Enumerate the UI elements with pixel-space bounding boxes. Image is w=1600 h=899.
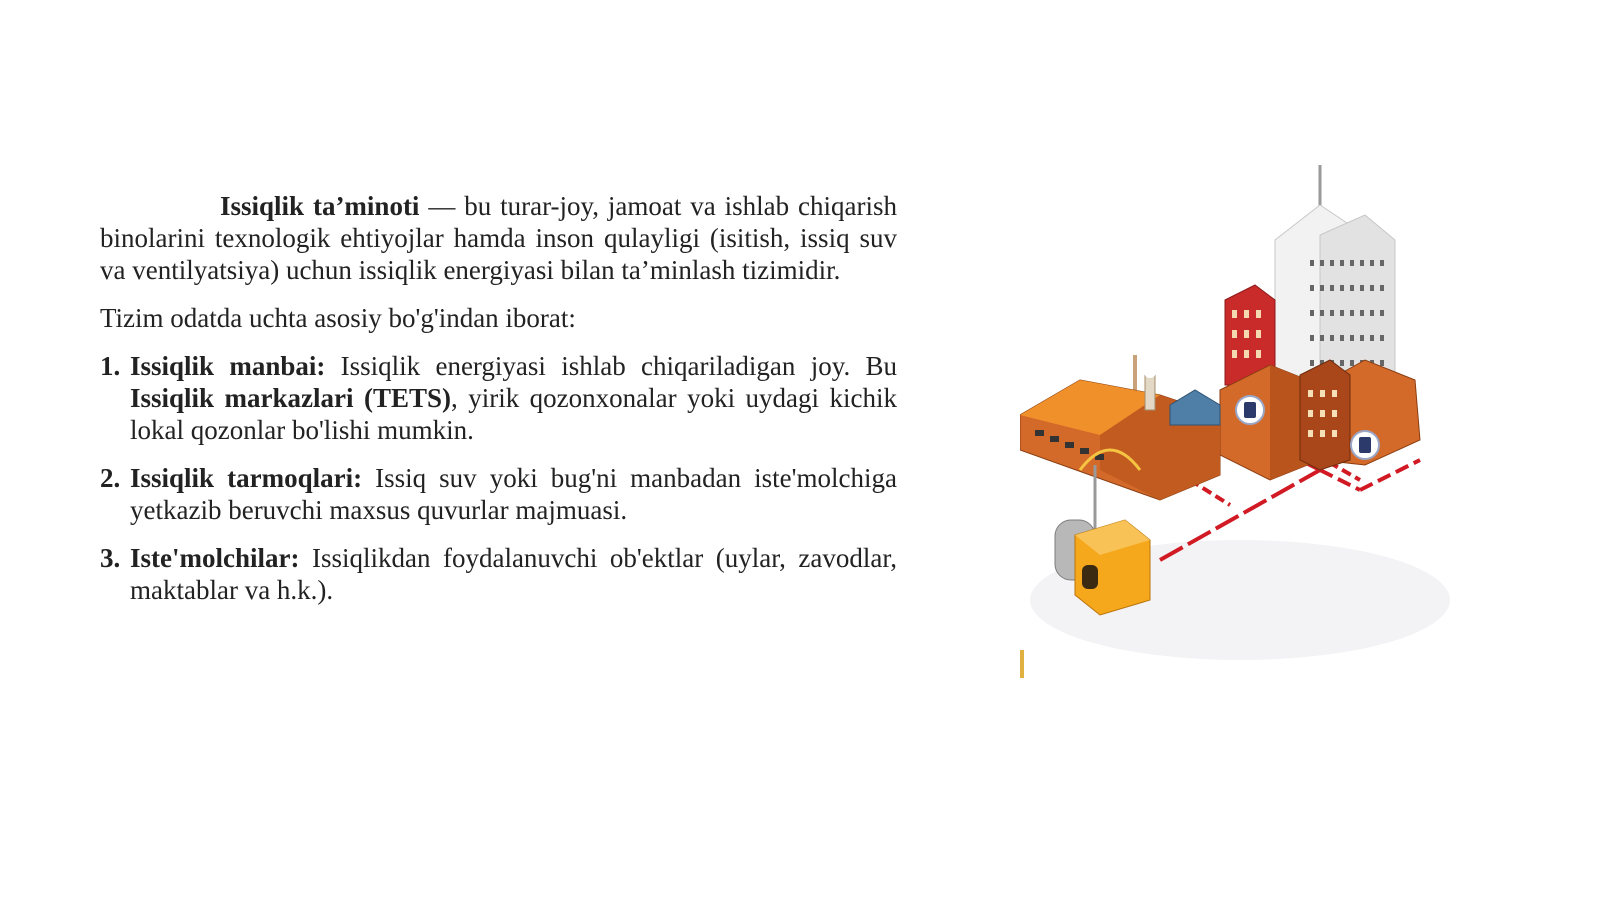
list-item <box>100 542 897 606</box>
list-number: 1. <box>100 351 121 381</box>
list-item <box>100 350 897 446</box>
list-number: 2. <box>100 463 121 493</box>
list-term: Iste'molchilar: <box>130 543 300 573</box>
list-body <box>130 350 897 446</box>
factory-building <box>1020 355 1220 500</box>
list-body <box>130 542 897 606</box>
list-term: Issiqlik manbai: <box>130 351 326 381</box>
list-bold-term: Issiqlik markazlari (TETS) <box>130 383 451 413</box>
list-body <box>130 462 897 526</box>
list-number: 3. <box>100 543 121 573</box>
intro-paragraph: Tizim odatda uchta asosiy bo'g'indan iborat: <box>100 303 576 333</box>
definition-paragraph <box>100 190 897 286</box>
definition-term: Issiqlik ta’minoti <box>220 191 420 221</box>
list-item <box>100 462 897 526</box>
district-heating-icon <box>1020 160 1460 700</box>
list-term: Issiqlik tarmoqlari: <box>130 463 363 493</box>
district-heating-illustration <box>1020 160 1460 700</box>
list-text: Issiq suv yoki bug'ni manbadan iste'molchiga yetkazib beruvchi maxsus quvurlar majmuasi. <box>130 463 897 525</box>
list-text: Issiqlik energiyasi ishlab chiqariladigan joy. Bu <box>325 351 897 381</box>
main-text <box>100 190 897 622</box>
definition-text: — bu turar-joy, jamoat va ishlab chiqarish binolarini texnologik ehtiyojlar hamda inson qulayligi (isitish, issiq suv va ventilyatsiya) uchun issiqlik energiyasi bilan ta’minlash tizimidir. <box>100 191 897 285</box>
list-text: Issiqlikdan foydalanuvchi ob'ektlar (uylar, zavodlar, maktablar va h.k.). <box>130 543 897 605</box>
list-text: , yirik qozonxonalar yoki uydagi kichik lokal qozonlar bo'lishi mumkin. <box>130 383 897 445</box>
edge-mark <box>1020 650 1024 678</box>
